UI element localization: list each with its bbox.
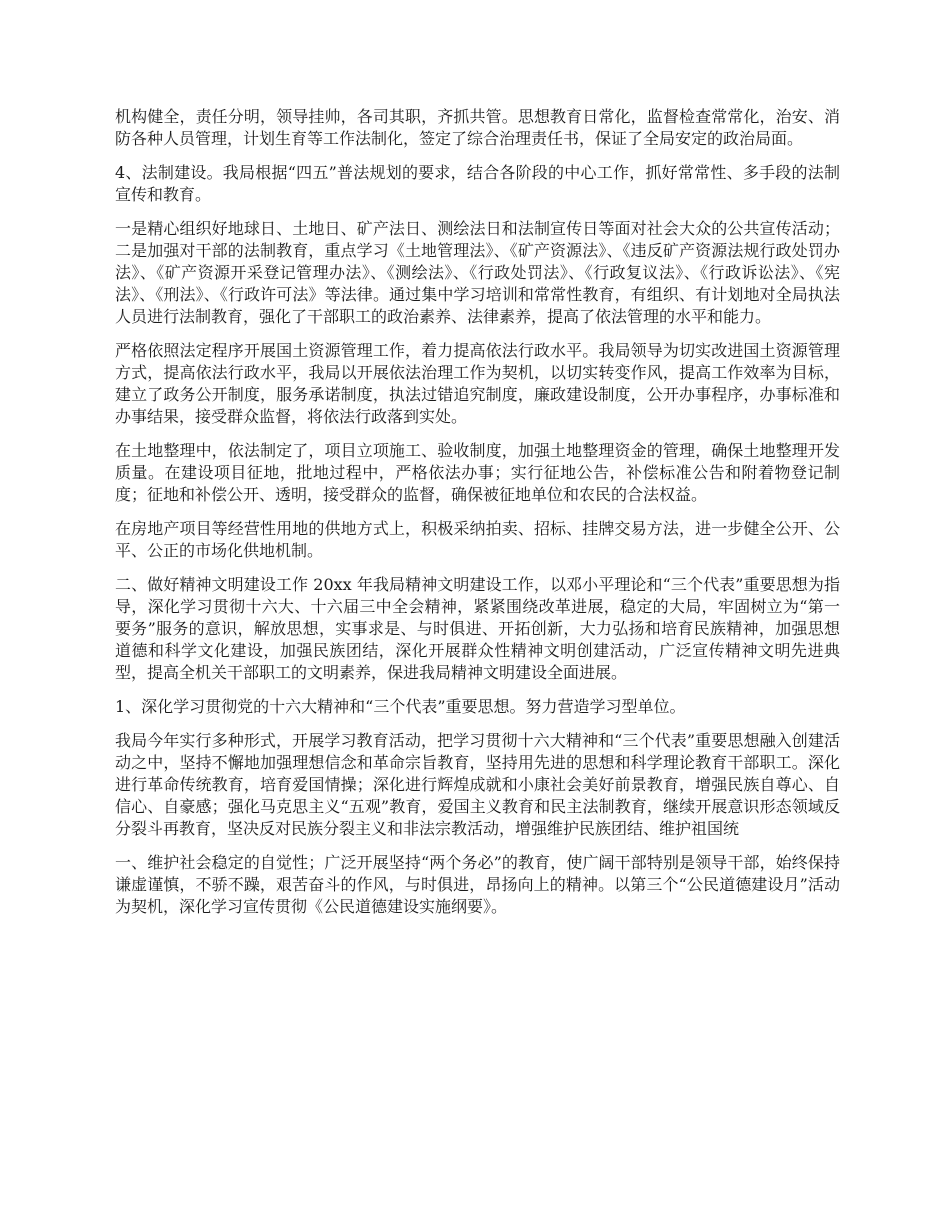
document-body	[115, 106, 840, 930]
paragraph-7: 二、做好精神文明建设工作 20xx 年我局精神文明建设工作，以邓小平理论和“三个代表”重要思想为指导，深化学习贯彻十六大、十六届三中全会精神，紧紧围绕改革进展，稳定的大局，牢固树立为“第一要务”服务的意识，解放思想，实事求是、与时俱进、开拓创新，大力弘扬和培育民族精神，加强思想道德和科学文化建设，加强民族团结，深化开展群众性精神文明创建活动，广泛宣传精神文明先进典型，提高全机关干部职工的文明素养，保进我局精神文明建设全面进展。	[115, 575, 840, 682]
paragraph-1: 机构健全，责任分明，领导挂帅，各司其职，齐抓共管。思想教育日常化，监督检查常常化，治安、消防各种人员管理，计划生育等工作法制化，签定了综合治理责任书，保证了全局安定的政治局面。	[115, 107, 840, 148]
paragraph-4: 严格依照法定程序开展国土资源管理工作，着力提高依法行政水平。我局领导为切实改进国土资源管理方式，提高依法行政水平，我局以开展依法治理工作为契机，以切实转变作风，提高工作效率为目标，建立了政务公开制度，服务承诺制度，执法过错追究制度，廉政建设制度，公开办事程序，办事标准和办事结果，接受群众监督，将依法行政落到实处。	[115, 341, 840, 426]
paragraph-6: 在房地产项目等经营性用地的供地方式上，积极采纳拍卖、招标、挂牌交易方法，进一步健全公开、公平、公正的市场化供地机制。	[115, 519, 840, 560]
paragraph-9: 我局今年实行多种形式，开展学习教育活动，把学习贯彻十六大精神和“三个代表”重要思想融入创建活动之中，坚持不懈地加强理想信念和革命宗旨教育，坚持用先进的思想和科学理论教育干部职工。深化进行革命传统教育，培育爱国情操；深化进行辉煌成就和小康社会美好前景教育，增强民族自尊心、自信心、自豪感；强化马克思主义“五观”教育，爱国主义教育和民主法制教育，继续开展意识形态领域反分裂斗再教育，坚决反对民族分裂主义和非法宗教活动，增强维护民族团结、维护祖国统	[115, 731, 840, 838]
paragraph-10: 一、维护社会稳定的自觉性；广泛开展坚持“两个务必”的教育，使广阔干部特别是领导干部，始终保持谦虚谨慎，不骄不躁，艰苦奋斗的作风，与时俱进，昂扬向上的精神。以第三个“公民道德建设月”活动为契机，深化学习宣传贯彻《公民道德建设实施纲要》。	[115, 853, 840, 916]
paragraph-2: 4、法制建设。我局根据“四五”普法规划的要求，结合各阶段的中心工作，抓好常常性、多手段的法制宣传和教育。	[115, 163, 840, 204]
paragraph-5: 在土地整理中，依法制定了，项目立项施工、验收制度，加强土地整理资金的管理，确保土地整理开发质量。在建设项目征地，批地过程中，严格依法办事；实行征地公告，补偿标准公告和附着物登记制度；征地和补偿公开、透明，接受群众的监督，确保被征地单位和农民的合法权益。	[115, 441, 840, 504]
paragraph-8: 1、深化学习贯彻党的十六大精神和“三个代表”重要思想。努力营造学习型单位。	[115, 697, 686, 716]
paragraph-3: 一是精心组织好地球日、土地日、矿产法日、测绘法日和法制宣传日等面对社会大众的公共宣传活动；二是加强对干部的法制教育，重点学习《土地管理法》、《矿产资源法》、《违反矿产资源法规行政处罚办法》、《矿产资源开采登记管理办法》、《测绘法》、《行政处罚法》、《行政复议法》、《行政诉讼法》、《宪法》、《刑法》、《行政许可法》等法律。通过集中学习培训和常常性教育，有组织、有计划地对全局执法人员进行法制教育，强化了干部职工的政治素养、法律素养，提高了依法管理的水平和能力。	[115, 219, 840, 326]
